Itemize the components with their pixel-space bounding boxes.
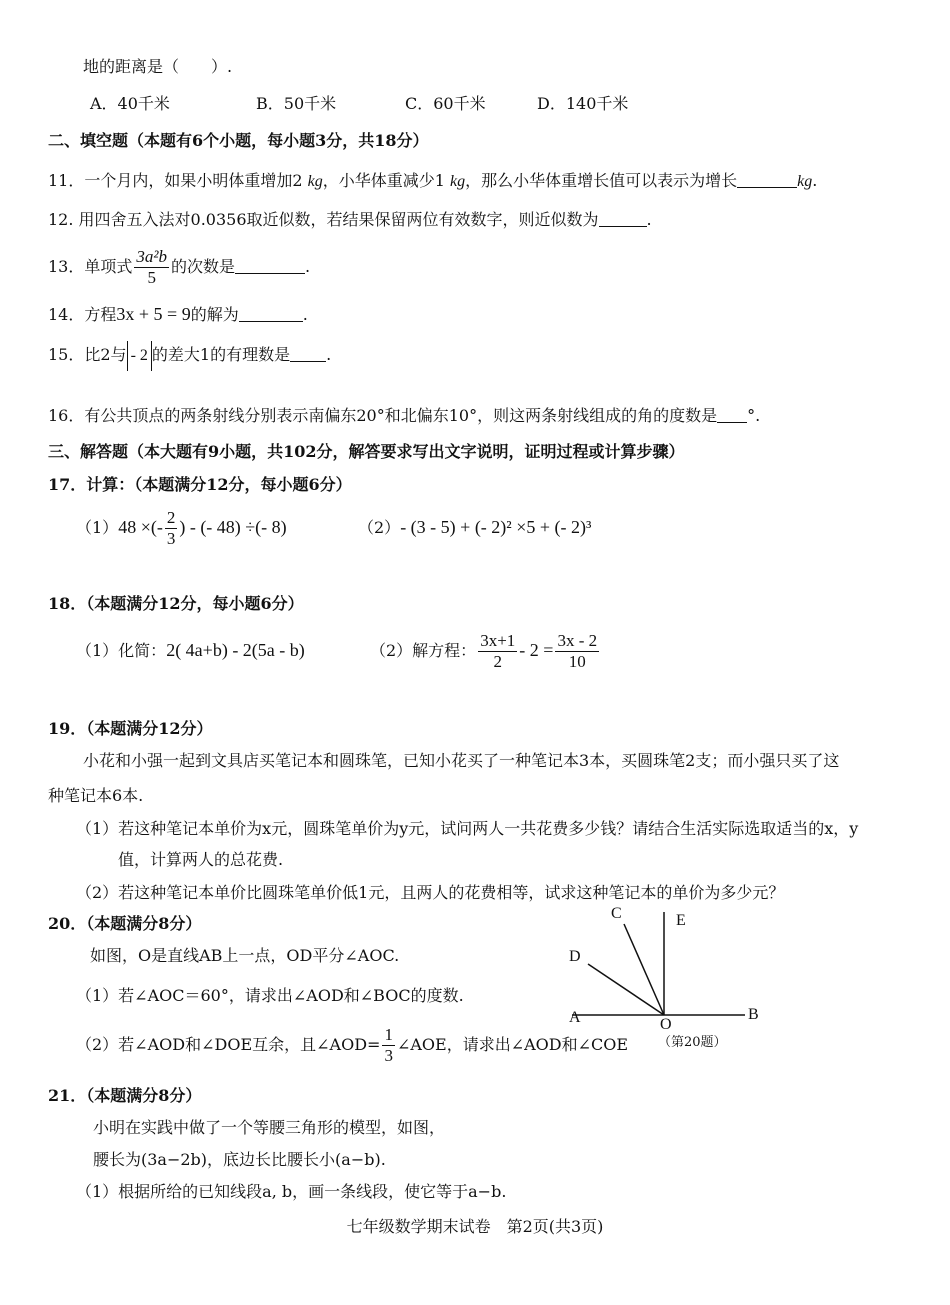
q18-part2 <box>370 625 601 676</box>
q19-part2: （2）若这种笔记本单价比圆珠笔单价低1元，且两人的花费相等，试求这种笔记本的单价为多少元？ <box>76 883 785 902</box>
q10-option-a: A．40千米 <box>90 94 170 113</box>
q13-number: 13． <box>48 257 85 276</box>
q11-unit-1: kg <box>307 173 323 190</box>
q14-text-1: 方程 <box>84 305 117 324</box>
q12-answer-blank[interactable] <box>599 210 647 227</box>
fig-label-e: E <box>676 912 686 929</box>
q17-part2 <box>358 516 591 539</box>
q10-option-c: C．60千米 <box>405 94 486 113</box>
fig-caption: （第20题） <box>658 1035 727 1050</box>
q10-option-d: D．140千米 <box>537 94 629 113</box>
q18-part2-label: （2）解方程： <box>370 641 477 660</box>
q11-unit-3: kg <box>797 173 813 190</box>
fig-label-c: C <box>611 905 622 922</box>
q17-part1-expr-b: ) - (- 48) ÷(- 8) <box>179 517 287 537</box>
q17-part2-expr: - (3 - 5) + (- 2)² ×5 + (- 2)³ <box>400 517 592 537</box>
q11-number: 11． <box>48 171 85 190</box>
q11-unit-2: kg <box>450 173 466 190</box>
q19-line2: 种笔记本6本. <box>48 786 144 805</box>
q21-heading: 21．（本题满分8分） <box>48 1086 202 1105</box>
q18-part2-mid: - 2 = <box>519 640 554 660</box>
q12-text: 12. 用四舍五入法对0.0356取近似数，若结果保留两位有效数字，则近似数为 <box>48 210 599 229</box>
q21-line2: 腰长为(3a−2b)，底边长比腰长小(a−b). <box>93 1150 386 1169</box>
q19-line1: 小花和小强一起到文具店买笔记本和圆珠笔，已知小花买了一种笔记本3本，买圆珠笔2支；而小强只买了这 <box>83 751 840 770</box>
q17-part2-label: （2） <box>358 518 401 537</box>
fig-label-o: O <box>660 1016 672 1033</box>
section2-heading: 二、填空题（本题有6个小题，每小题3分，共18分） <box>48 131 429 150</box>
q15-text-1: 比2与 <box>84 345 127 364</box>
q17-part1 <box>76 504 287 551</box>
q16 <box>48 405 760 427</box>
q18-part1-label: （1）化简： <box>76 641 167 660</box>
q20-part2-fraction: $\frac{1}{3}$ <box>384 1025 393 1065</box>
page-footer: 七年级数学期末试卷 第2页(共3页) <box>346 1217 604 1236</box>
q16-degree: °. <box>747 406 761 425</box>
q13-text-1: 单项式 <box>84 257 133 276</box>
q17-heading: 17．计算：（本题满分12分，每小题6分） <box>48 475 352 494</box>
q17-part1-label: （1） <box>76 518 119 537</box>
q15-absolute-value: - 2 <box>127 341 152 371</box>
fig-label-b: B <box>748 1006 759 1023</box>
q20-figure <box>560 900 780 1050</box>
q17-part1-expr-a: 48 ×(- <box>118 517 163 537</box>
q18-part1-expr: 2( 4a+b) - 2(5a - b) <box>166 640 305 660</box>
q17-part1-fraction: $\frac{2}{3}$ <box>166 508 176 548</box>
q21-part1: （1）根据所给的已知线段a, b，画一条线段，使它等于a−b. <box>76 1182 507 1201</box>
q11-answer-blank[interactable] <box>737 171 797 188</box>
q11-text-2: ，小华体重减少1 <box>322 171 451 190</box>
q13-text-2: 的次数是 <box>171 257 236 276</box>
q13-fraction-numerator: 3a²b <box>136 247 167 266</box>
q14-text-2: 的解为 <box>190 305 239 324</box>
q12: 12. 用四舍五入法对0.0356取近似数，若结果保留两位有效数字，则近似数为 . <box>48 210 652 229</box>
q19-heading: 19．（本题满分12分） <box>48 719 213 738</box>
q18-heading: 18．（本题满分12分，每小题6分） <box>48 594 304 613</box>
q20-part2-text-b: ∠AOE，请求出∠AOD和∠COE <box>396 1035 629 1054</box>
q13-fraction <box>134 247 169 288</box>
q11: 11．一个月内，如果小明体重增加2 kg，小华体重减少1 kg，那么小华体重增长值可以表示为增长 kg. <box>48 171 818 190</box>
q13: 13．单项式 $\frac{\text{3a²b}}{5}$ 的次数是 . <box>48 247 311 287</box>
q18-right-fraction: $\frac{3x - 2}{10}$ <box>557 631 598 671</box>
q15-number: 15． <box>48 345 85 364</box>
q16-answer-blank[interactable] <box>717 406 747 423</box>
q13-fraction-denominator: 5 <box>147 268 156 287</box>
q18-part1 <box>76 639 305 662</box>
section3-heading: 三、解答题（本大题有9小题，共102分，解答要求写出文字说明，证明过程或计算步骤） <box>48 442 685 461</box>
q20-part2-text-a: （2）若∠AOD和∠DOE互余，且∠AOD= <box>76 1035 381 1054</box>
q18-left-fraction: $\frac{3x+1}{2}$ <box>480 631 516 671</box>
q16-text: 16．有公共顶点的两条射线分别表示南偏东20°和北偏东10°，则这两条射线组成的角的度数是 <box>48 406 718 425</box>
q14: 14．方程3x + 5 = 9的解为 . <box>48 304 308 324</box>
q20-part2 <box>76 1022 628 1068</box>
q14-number: 14． <box>48 305 85 324</box>
q20-line1: 如图，O是直线AB上一点，OD平分∠AOC. <box>90 946 400 965</box>
q19-part1b: 值，计算两人的总花费. <box>118 850 284 869</box>
fig-label-d: D <box>569 948 581 965</box>
q14-answer-blank[interactable] <box>239 305 303 322</box>
q19-part1a: （1）若这种笔记本单价为x元，圆珠笔单价为y元，试问两人一共花费多少钱？请结合生活实际选取适当的x，y <box>76 819 859 838</box>
q13-answer-blank[interactable] <box>235 257 305 274</box>
q10-tail: 地的距离是（ ）. <box>83 57 233 76</box>
q20-part1: （1）若∠AOC＝60°，请求出∠AOD和∠BOC的度数. <box>76 986 464 1005</box>
q11-text-1: 一个月内，如果小明体重增加2 <box>84 171 308 190</box>
q15-answer-blank[interactable] <box>290 345 326 362</box>
q21-line1: 小明在实践中做了一个等腰三角形的模型，如图， <box>93 1118 446 1137</box>
q10-option-b: B．50千米 <box>256 94 337 113</box>
fig-label-a: A <box>569 1009 581 1026</box>
q15-text-2: 的差大1的有理数是 <box>151 345 291 364</box>
q20-heading: 20．（本题满分8分） <box>48 914 202 933</box>
q11-text-3: ，那么小华体重增长值可以表示为增长 <box>465 171 738 190</box>
q15: 15．比2与 - 2 的差大1的有理数是 . <box>48 340 331 371</box>
q14-equation: 3x + 5 = 9 <box>116 304 191 324</box>
